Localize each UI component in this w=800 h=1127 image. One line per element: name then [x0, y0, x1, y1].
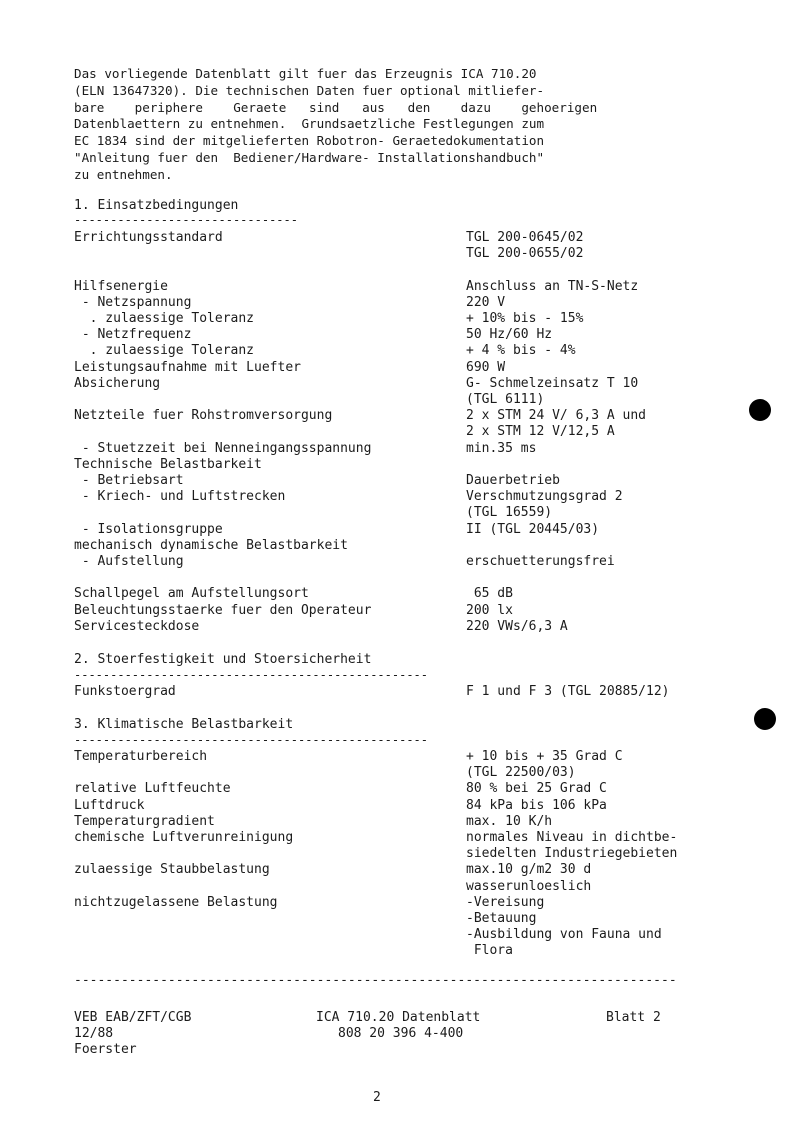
intro-line: (ELN 13647320). Die technischen Daten fuer optional mitliefer-: [74, 82, 545, 98]
spec-value: wasserunloeslich: [466, 878, 592, 894]
spec-value: + 10% bis - 15%: [466, 311, 584, 327]
spec-value: G- Schmelzeinsatz T 10: [466, 375, 639, 391]
spec-label: relative Luftfeuchte: [74, 781, 231, 797]
spec-label: Luftdruck: [74, 797, 145, 813]
spec-label: Leistungsaufnahme mit Luefter: [74, 359, 301, 375]
intro-paragraph: [74, 66, 694, 184]
spec-row: [74, 943, 754, 959]
spec-value: F 1 und F 3 (TGL 20885/12): [466, 684, 670, 699]
spec-row: [74, 538, 754, 554]
spec-row: [74, 392, 754, 408]
spec-row: [74, 424, 754, 440]
spec-row: [74, 376, 754, 392]
intro-line: EC 1834 sind der mitgelieferten Robotron- Geraetedokumentation: [74, 133, 545, 149]
spec-value: Verschmutzungsgrad 2: [466, 489, 623, 505]
spec-label: - Kriech- und Luftstrecken: [74, 489, 286, 505]
spec-row: [74, 473, 754, 489]
footer-sheet: Blatt 2: [606, 1010, 661, 1025]
spec-label: chemische Luftverunreinigung: [74, 830, 294, 846]
spec-label: - Netzspannung: [74, 294, 192, 310]
section-underline: -------------------------------------------------: [74, 668, 429, 682]
spec-row: [74, 457, 754, 473]
spec-row: [74, 408, 754, 424]
spec-row: [74, 781, 754, 797]
footer-date: 12/88: [74, 1026, 114, 1041]
section-title-einsatzbedingungen: 1. Einsatzbedingungen: [74, 198, 239, 213]
spec-label: nichtzugelassene Belastung: [74, 894, 278, 910]
spec-label: Absicherung: [74, 375, 161, 391]
spec-value: max. 10 K/h: [466, 813, 553, 829]
spec-label: [74, 505, 466, 521]
spec-row: [74, 522, 754, 538]
spec-value: Anschluss an TN-S-Netz: [466, 278, 639, 294]
spec-row: [74, 927, 754, 943]
spec-label: zulaessige Staubbelastung: [74, 862, 270, 878]
intro-line: Datenblaettern zu entnehmen. Grundsaetzliche Festlegungen zum: [74, 116, 545, 132]
spec-row: [74, 911, 754, 927]
spec-value: + 10 bis + 35 Grad C: [466, 749, 623, 764]
spec-value: erschuetterungsfrei: [466, 554, 615, 570]
spec-table-stoerfestigkeit: [74, 684, 754, 700]
spec-row: [74, 846, 754, 862]
spec-label: [74, 262, 466, 278]
spec-value: 80 % bei 25 Grad C: [466, 781, 607, 797]
spec-label: Technische Belastbarkeit: [74, 456, 262, 472]
footer-rule: -----------------------------------------------------------------------------: [74, 973, 677, 988]
footer-author: Foerster: [74, 1042, 137, 1057]
spec-value: 2 x STM 24 V/ 6,3 A und: [466, 408, 647, 424]
spec-label: Hilfsenergie: [74, 278, 168, 294]
spec-value: 220 V: [466, 294, 506, 310]
spec-label: [74, 392, 466, 408]
spec-row: [74, 830, 754, 846]
spec-label: [74, 879, 466, 895]
spec-value: 50 Hz/60 Hz: [466, 327, 553, 343]
spec-value: (TGL 6111): [466, 392, 545, 408]
spec-label: . zulaessige Toleranz: [74, 343, 255, 359]
spec-row: [74, 798, 754, 814]
spec-value: 2 x STM 12 V/12,5 A: [466, 424, 615, 440]
spec-label: [74, 911, 466, 927]
spec-value: TGL 200-0655/02: [466, 246, 584, 262]
spec-value: 200 lx: [466, 602, 513, 618]
footer-doc-number: 808 20 396 4-400: [338, 1026, 464, 1041]
section-title-klimatische-belastbarkeit: 3. Klimatische Belastbarkeit: [74, 717, 294, 732]
spec-row: [74, 765, 754, 781]
spec-value: + 4 % bis - 4%: [466, 343, 576, 359]
spec-row: [74, 489, 754, 505]
spec-row: [74, 343, 754, 359]
intro-line: "Anleitung fuer den Bediener/Hardware- Installationshandbuch": [74, 149, 545, 165]
spec-value: 690 W: [466, 359, 506, 375]
spec-row: [74, 862, 754, 878]
spec-label: Errichtungsstandard: [74, 230, 223, 245]
spec-label: Schallpegel am Aufstellungsort: [74, 586, 309, 602]
spec-value: -Vereisung: [466, 894, 545, 910]
spec-label: [74, 570, 466, 586]
spec-row: [74, 814, 754, 830]
spec-value: -Betauung: [466, 911, 537, 927]
spec-label: - Aufstellung: [74, 554, 184, 570]
intro-line: zu entnehmen.: [74, 166, 173, 182]
spec-row: [74, 749, 754, 765]
spec-table-einsatzbedingungen: [74, 230, 754, 635]
spec-row: [74, 879, 754, 895]
spec-label: Servicesteckdose: [74, 618, 200, 634]
spec-value: max.10 g/m2 30 d: [466, 862, 592, 878]
spec-label: [74, 927, 466, 943]
spec-row: [74, 586, 754, 602]
spec-value: 65 dB: [466, 586, 513, 602]
spec-value: -Ausbildung von Fauna und: [466, 927, 662, 943]
spec-label: Funkstoergrad: [74, 684, 176, 699]
spec-label: - Betriebsart: [74, 473, 184, 489]
spec-value: Flora: [466, 943, 513, 959]
spec-value: min.35 ms: [466, 440, 537, 456]
spec-row: [74, 570, 754, 586]
spec-label: [74, 424, 466, 440]
footer-doc-title: ICA 710.20 Datenblatt: [316, 1010, 481, 1025]
spec-row: [74, 684, 754, 700]
page-number: 2: [373, 1090, 381, 1105]
spec-row: [74, 327, 754, 343]
spec-row: [74, 279, 754, 295]
spec-label: - Isolationsgruppe: [74, 521, 223, 537]
spec-label: . zulaessige Toleranz: [74, 311, 255, 327]
spec-row: [74, 262, 754, 278]
spec-label: mechanisch dynamische Belastbarkeit: [74, 537, 348, 553]
punch-hole-mark: [749, 399, 771, 421]
spec-row: [74, 554, 754, 570]
intro-line: bare periphere Geraete sind aus den dazu gehoerigen: [74, 99, 598, 115]
spec-row: [74, 619, 754, 635]
spec-label: - Netzfrequenz: [74, 327, 192, 343]
spec-row: [74, 441, 754, 457]
spec-value: TGL 200-0645/02: [466, 230, 584, 245]
spec-value: siedelten Industriegebieten: [466, 846, 678, 862]
spec-row: [74, 295, 754, 311]
spec-row: [74, 230, 754, 246]
spec-label: - Stuetzzeit bei Nenneingangsspannung: [74, 440, 372, 456]
spec-label: Temperaturgradient: [74, 813, 215, 829]
spec-label: [74, 943, 466, 959]
spec-table-klimatisch: [74, 749, 754, 960]
spec-value: 220 VWs/6,3 A: [466, 618, 568, 634]
intro-line: Das vorliegende Datenblatt gilt fuer das Erzeugnis ICA 710.20: [74, 66, 537, 81]
spec-row: [74, 360, 754, 376]
section-title-stoerfestigkeit: 2. Stoerfestigkeit und Stoersicherheit: [74, 652, 372, 667]
spec-row: [74, 246, 754, 262]
spec-label: [74, 765, 466, 781]
spec-label: [74, 246, 466, 262]
section-underline: -------------------------------: [74, 213, 298, 227]
section-underline: -------------------------------------------------: [74, 733, 429, 747]
spec-label: [74, 846, 466, 862]
spec-row: [74, 895, 754, 911]
spec-row: [74, 505, 754, 521]
spec-label: Beleuchtungsstaerke fuer den Operateur: [74, 602, 372, 618]
spec-value: 84 kPa bis 106 kPa: [466, 797, 607, 813]
spec-value: (TGL 16559): [466, 505, 553, 521]
spec-value: II (TGL 20445/03): [466, 521, 600, 537]
spec-label: Netzteile fuer Rohstromversorgung: [74, 408, 333, 424]
spec-value: Dauerbetrieb: [466, 473, 560, 489]
spec-value: (TGL 22500/03): [466, 765, 576, 781]
spec-row: [74, 603, 754, 619]
spec-value: normales Niveau in dichtbe-: [466, 830, 678, 846]
punch-hole-mark: [754, 708, 776, 730]
spec-row: [74, 311, 754, 327]
spec-label: Temperaturbereich: [74, 749, 208, 764]
footer-org: VEB EAB/ZFT/CGB: [74, 1010, 192, 1025]
